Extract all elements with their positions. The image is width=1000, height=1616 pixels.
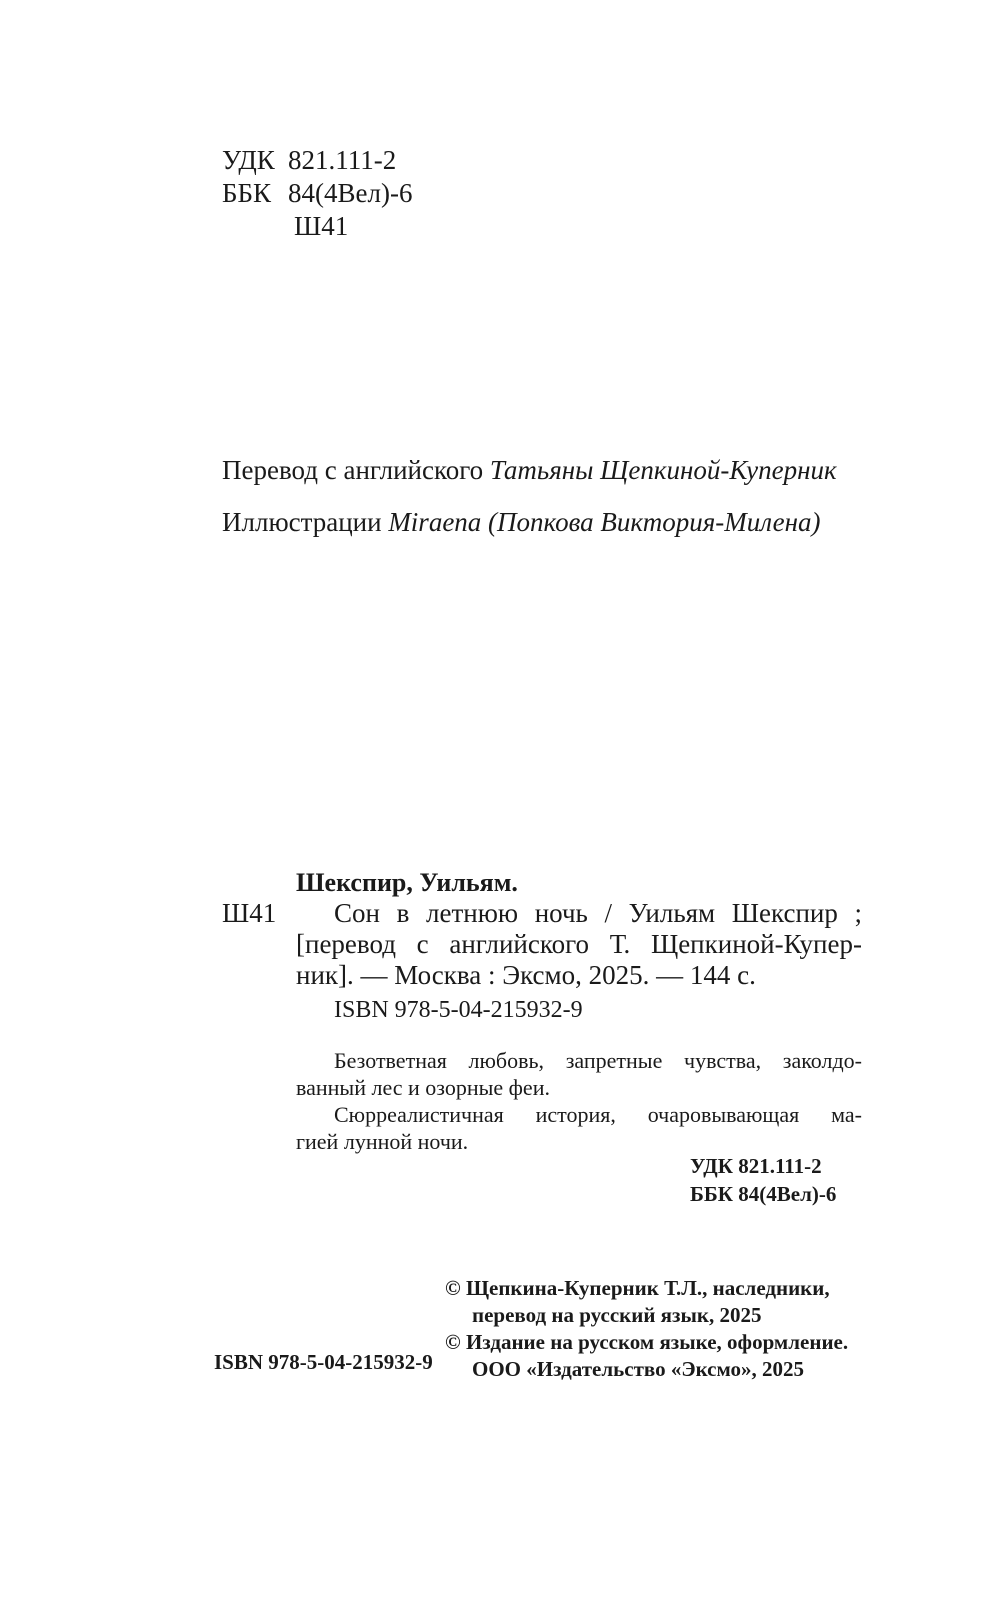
author-sign: Ш41	[294, 211, 349, 241]
copyright-line-1: © Щепкина-Куперник Т.Л., наследники,	[445, 1276, 830, 1300]
copyright-line-3: © Издание на русском языке, оформление.	[445, 1330, 849, 1354]
card-line-1: Сон в летнюю ночь / Уильям Шекспир ;	[334, 898, 862, 928]
classification-codes	[222, 144, 412, 243]
card-line-2: [перевод с английского Т. Щепкиной-Купер-	[296, 929, 862, 959]
credits	[222, 444, 837, 548]
annotation-2-line-1: Сюрреалистичная история, очаровывающая ма-	[334, 1102, 862, 1127]
translator-name: Татьяны Щепкиной-Куперник	[489, 455, 837, 485]
illustration-credit	[222, 496, 837, 548]
illustrations-label: Иллюстрации	[222, 507, 382, 537]
card-line-3: ник]. — Москва : Эксмо, 2025. — 144 с.	[296, 960, 756, 990]
annotation-1-line-1: Безответная любовь, запретные чувства, заколдо-	[334, 1048, 862, 1073]
card-code: Ш41	[222, 898, 277, 928]
udk-value: 821.111-2	[288, 145, 397, 175]
annotation	[296, 1047, 862, 1155]
author-sign-row	[222, 210, 412, 243]
copyright-line-4: ООО «Издательство «Эксмо», 2025	[472, 1357, 805, 1381]
copyright-notice	[445, 1275, 848, 1383]
copyright-line-2: перевод на русский язык, 2025	[472, 1303, 762, 1327]
udk-row	[222, 144, 412, 177]
translation-label: Перевод с английского	[222, 455, 484, 485]
bbk-label: ББК	[222, 178, 272, 208]
annotation-2-line-2: гией лунной ночи.	[296, 1129, 469, 1154]
annotation-1-line-2: ванный лес и озорные феи.	[296, 1075, 550, 1100]
card-udk: УДК 821.111-2	[690, 1154, 822, 1178]
card-description	[296, 898, 862, 991]
translation-credit	[222, 444, 837, 496]
card-isbn: ISBN 978-5-04-215932-9	[334, 997, 583, 1023]
card-bbk: ББК 84(4Вел)-6	[690, 1182, 837, 1206]
card-author: Шекспир, Уильям.	[296, 868, 518, 897]
bottom-isbn: ISBN 978-5-04-215932-9	[214, 1350, 433, 1374]
card-codes-bold	[690, 1152, 836, 1208]
udk-label: УДК	[222, 145, 275, 175]
bbk-value: 84(4Вел)-6	[288, 178, 413, 208]
illustrator-name: Miraena (Попкова Виктория-Милена)	[388, 507, 821, 537]
bbk-row	[222, 177, 412, 210]
